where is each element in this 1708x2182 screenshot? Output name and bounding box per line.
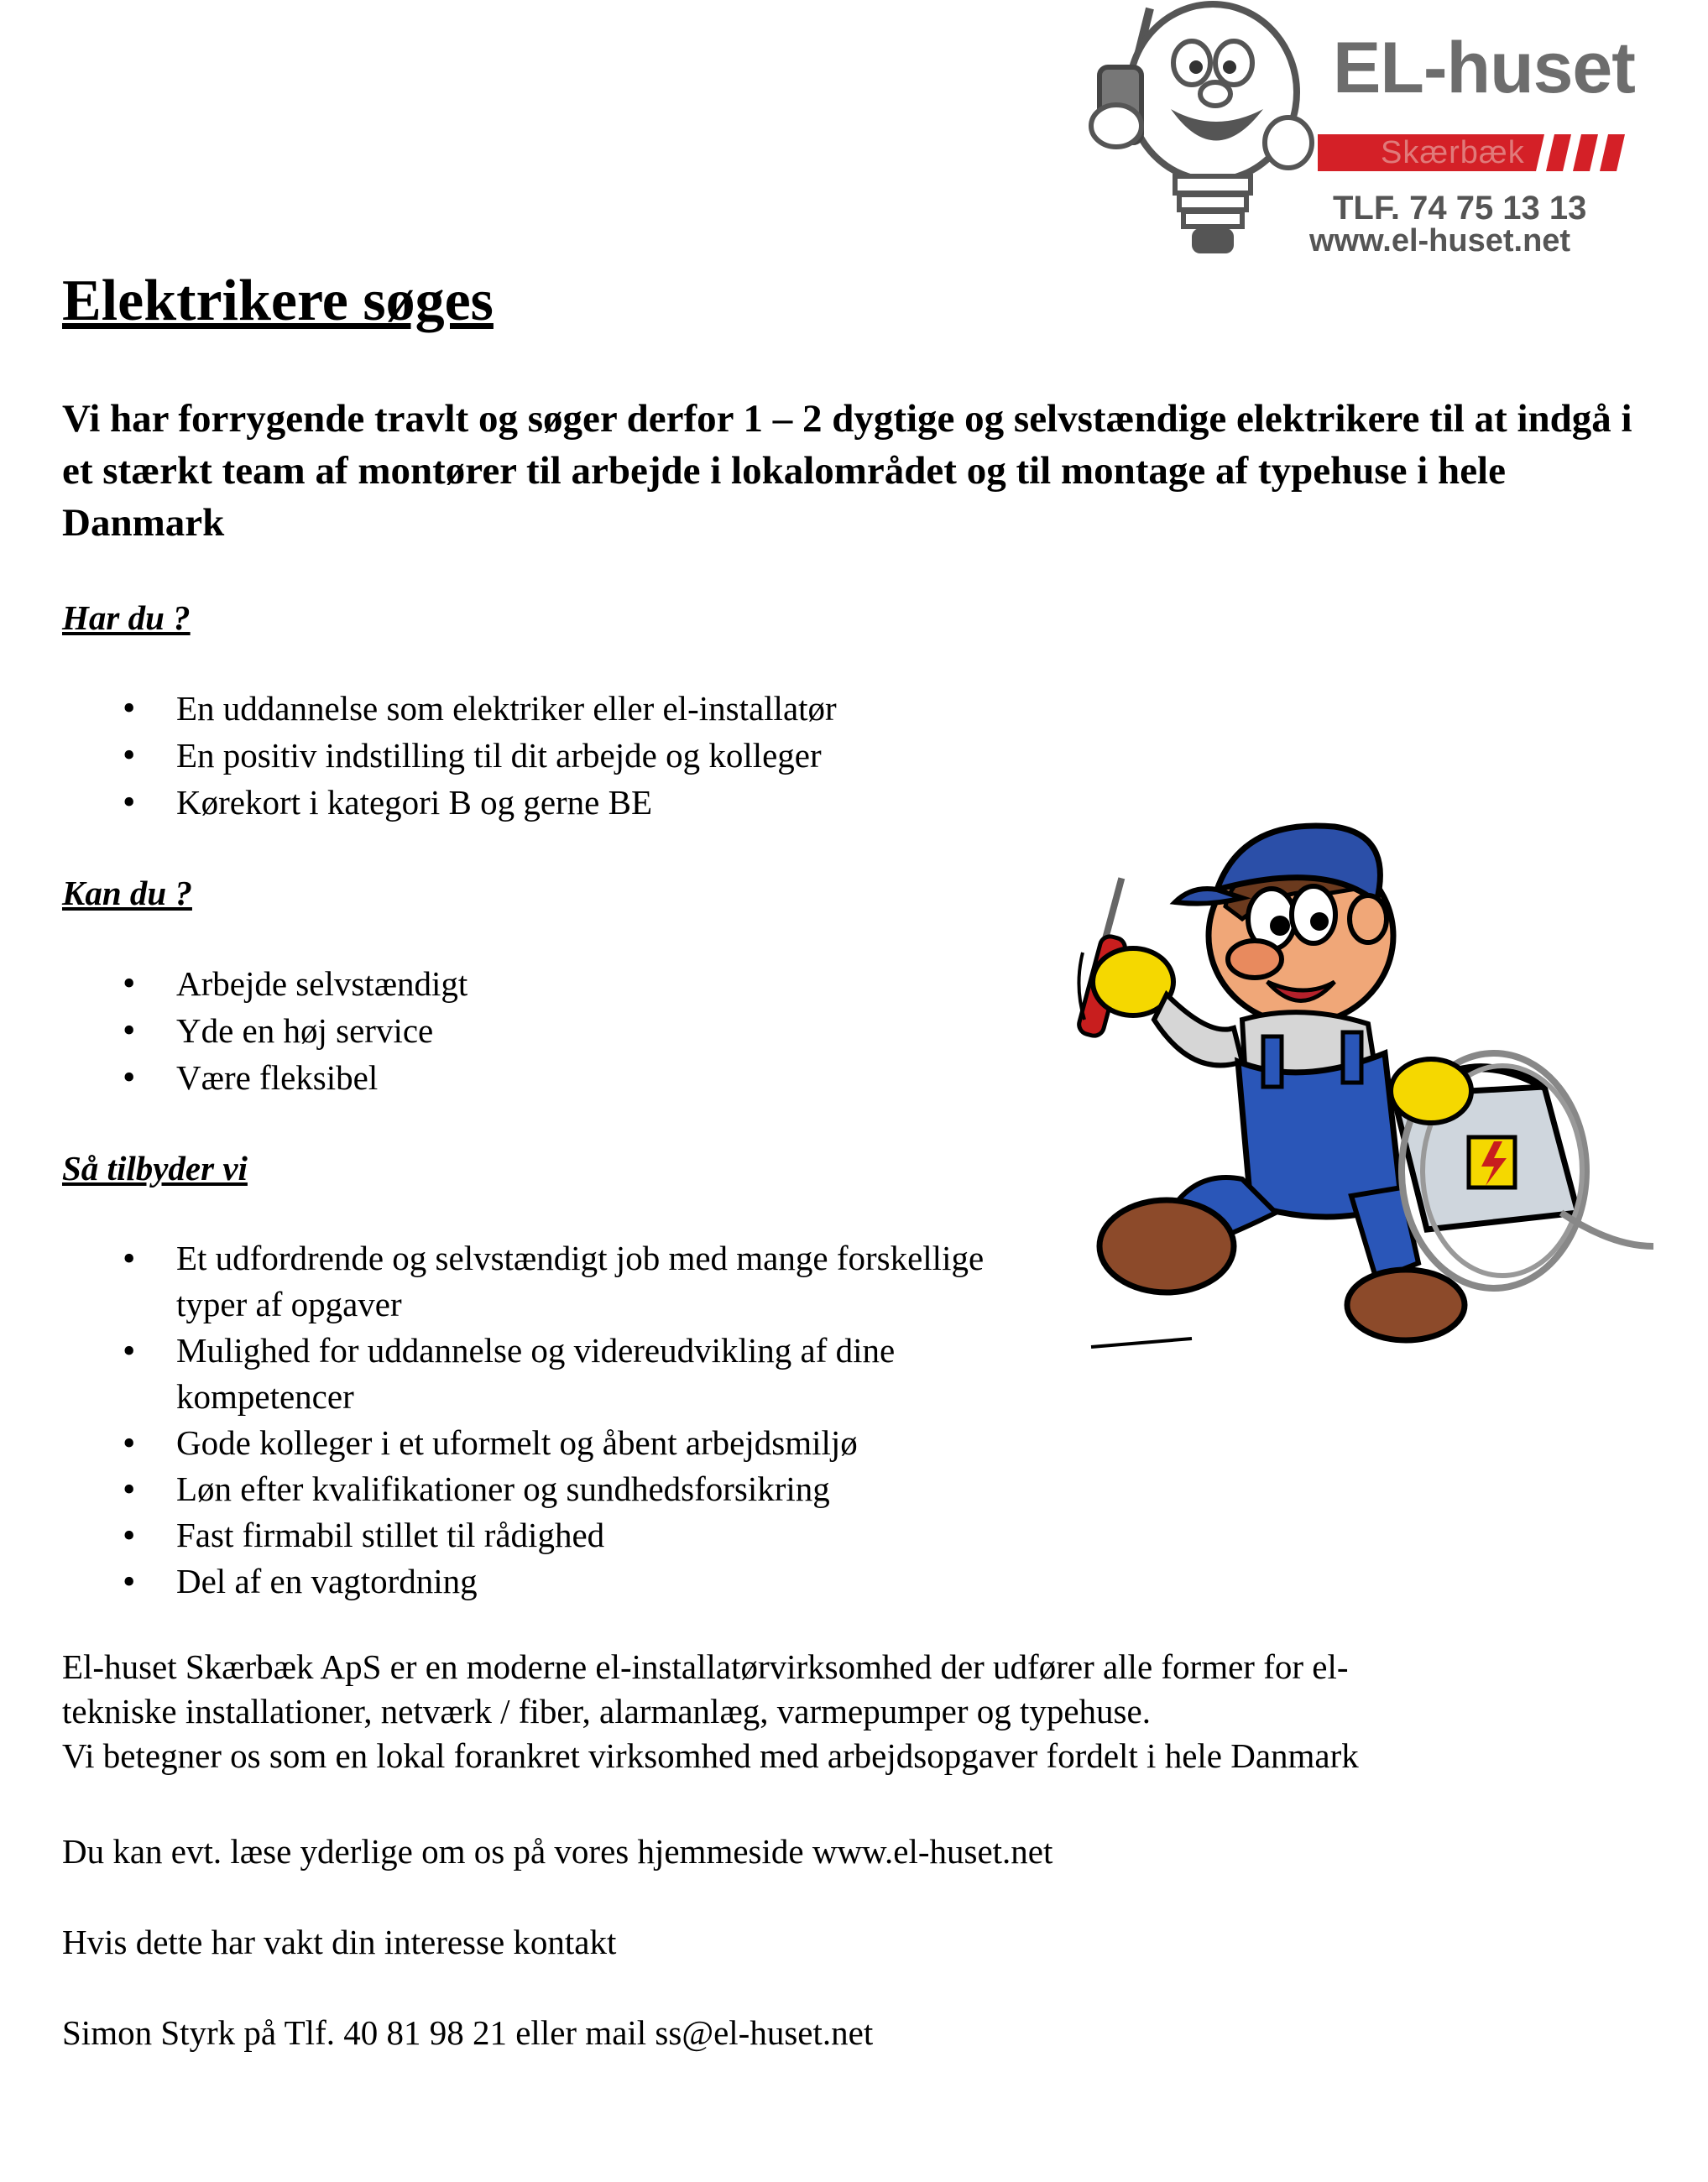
- list-item: • Del af en vagtordning: [176, 1558, 1016, 1605]
- list-item: • En positiv indstilling til dit arbejde og kolleger: [176, 732, 837, 779]
- about-line: tekniske installationer, netværk / fiber, alarmanlæg, varmepumper og typehuse.: [62, 1692, 1151, 1730]
- offer-list: [176, 1235, 1016, 1605]
- skills-list: [176, 960, 467, 1101]
- about-line: Vi betegner os som en lokal forankret virksomhed med arbejdsopgaver fordelt i hele Danmark: [62, 1736, 1359, 1775]
- logo-name: EL-huset: [1333, 28, 1635, 108]
- lightbulb-mascot-icon: [1066, 0, 1343, 277]
- page-title: Elektrikere søges: [62, 269, 494, 333]
- website-line: Du kan evt. læse yderlige om os på vores hjemmeside www.el-huset.net: [62, 1832, 1053, 1871]
- company-logo: [1066, 0, 1637, 277]
- list-item: • En uddannelse som elektriker eller el-installatør: [176, 685, 837, 732]
- list-item: • Arbejde selvstændigt: [176, 960, 467, 1007]
- list-item: • Yde en høj service: [176, 1007, 467, 1054]
- list-item: • Gode kolleger i et uformelt og åbent arbejdsmiljø: [176, 1420, 1016, 1466]
- list-item: • Et udfordrende og selvstændigt job med mange forskellige typer af opgaver: [176, 1235, 1016, 1328]
- about-line: El-huset Skærbæk ApS er en moderne el-installatørvirksomhed der udfører alle former for el-: [62, 1647, 1349, 1686]
- contact-line: Simon Styrk på Tlf. 40 81 98 21 eller mail ss@el-huset.net: [62, 2013, 874, 2052]
- section-heading-kan-du: Kan du ?: [62, 874, 192, 912]
- section-heading-har-du: Har du ?: [62, 598, 191, 637]
- requirements-list: [176, 685, 837, 826]
- electrician-mascot-illustration: [1074, 810, 1662, 1355]
- list-item: • Fast firmabil stillet til rådighed: [176, 1512, 1016, 1558]
- list-item: • Være fleksibel: [176, 1054, 467, 1101]
- logo-website[interactable]: www.el-huset.net: [1309, 223, 1571, 258]
- list-item: • Mulighed for uddannelse og videreudvikling af dine kompetencer: [176, 1328, 1016, 1420]
- about-text: [62, 1645, 1657, 1778]
- intro-text: Vi har forrygende travlt og søger derfor 1 – 2 dygtige og selvstændige elektrikere til at indgå i et stærkt team af montører til arbejde i lokalområdet og til montage af typehuse i hele Danmark: [62, 397, 1632, 545]
- logo-subtitle: Skærbæk: [1381, 135, 1525, 170]
- interest-line: Hvis dette har vakt din interesse kontakt: [62, 1923, 617, 1961]
- list-item: • Kørekort i kategori B og gerne BE: [176, 779, 837, 826]
- logo-phone: TLF. 74 75 13 13: [1333, 190, 1587, 227]
- section-heading-saa-tilbyder-vi: Så tilbyder vi: [62, 1149, 248, 1188]
- list-item: • Løn efter kvalifikationer og sundhedsforsikring: [176, 1466, 1016, 1512]
